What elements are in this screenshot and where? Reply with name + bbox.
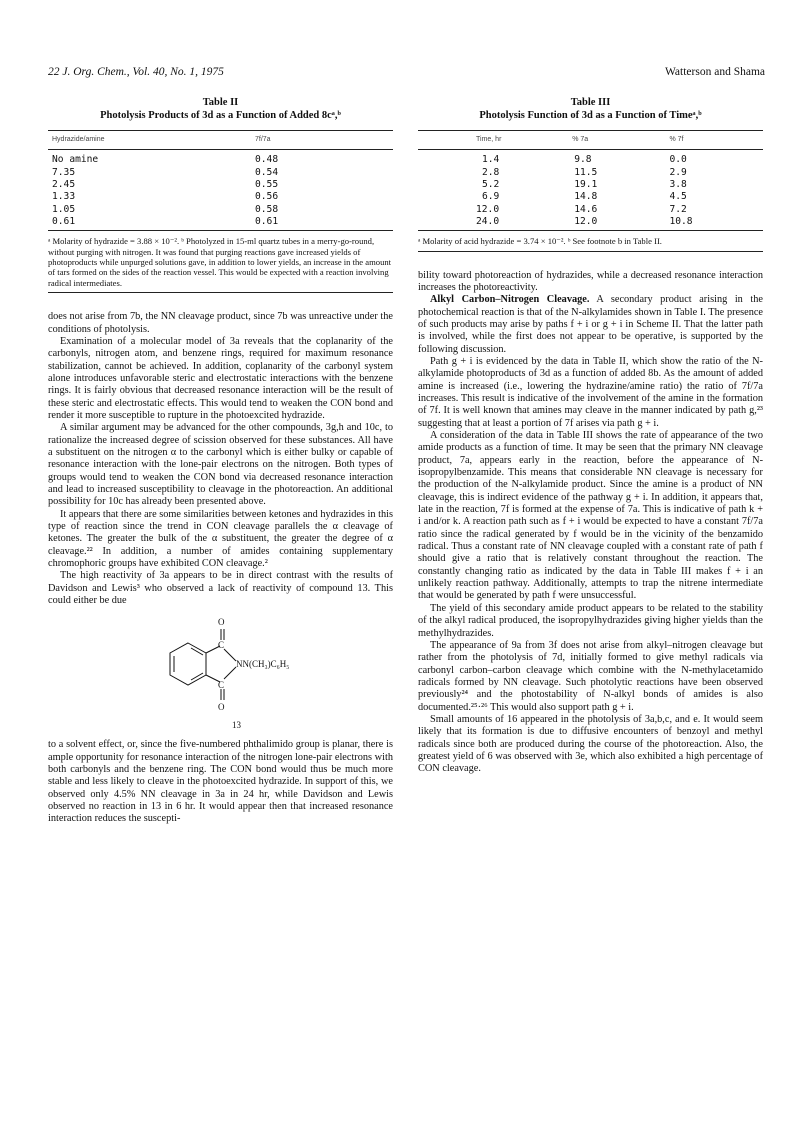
paragraph: Examination of a molecular model of 3a reveals that the coplanarity of the carbonyls, nitrogen atom, and benzene rings, required for maximum resonance stabilization, cannot be achieved. In addition, coplanarity of the carbonyl system alone introduces unfavorable steric and electrostatic interactions with the benzene rings. It is fairly obvious that decreased resonance interaction will be the result of these steric and electrostatic effects. This would tend to weaken the CON bond and render it more susceptible to rupture in the photoexcited hydrazide. (48, 335, 393, 421)
table-row: 1.33 0.56 (52, 191, 279, 203)
paragraph: does not arise from 7b, the NN cleavage product, since 7b was unreactive under the conditions of photolysis. (48, 311, 393, 335)
table-row: 24.0 12.0 10.8 (476, 215, 693, 227)
table3-number: Table III (570, 97, 611, 108)
paragraph: It appears that there are some similarities between ketones and hydrazides in this type of reaction since the trend in CON cleavage parallels the α cleavage of ketones. The greater the bulk of the α substituent, the greater the degree of α cleavage.²² In addition, a number of amides containing supplementary chromophoric groups have exhibited CON cleavage.² (48, 508, 393, 570)
paragraph: Alkyl Carbon–Nitrogen Cleavage. A secondary product arising in the photochemical reaction is that of the N-alkylamides shown in Table I. The presence of such products may arise by paths f + i or g + i in Scheme II. That the latter path is involved, while the first does not appear to be operative, is supported by the following discussion. (418, 294, 763, 355)
paragraph: A consideration of the data in Table III shows the rate of appearance of the two amide products as a function of time. It may be seen that the primary NN cleavage product, 7a, appears early in the reaction, before the appearance of N-isopropylbenzamide. This means that considerable NN cleavage is necessary for the production of the N-alkylamide product. Since the amine is a product of NN cleavage, this is indirect evidence of the pathway g + i. In addition, it appears that, late in the reaction, 7f is formed at the expense of 7a. This is indicative of path k + i and/or k. A reaction path such as f + i would be expected to have a constant 7f/7a ratio since the radical generated by f would be in the vicinity of the benzamido radical. Thus a constant rate of NN cleavage coupled with a constant rate of path f should give a ratio that is relatively constant throughout the reaction. The constantly changing ratio as indicated by the data in Table III makes f + i an unlikely reaction pathway. Additionally, attempts to trap the nitrene intermediate that would be generated by path f were unsuccessful. (418, 430, 763, 602)
table-row: 2.45 0.55 (52, 178, 279, 190)
left-column (48, 97, 393, 826)
paragraph: bility toward photoreaction of hydrazides, while a decreased resonance interaction increases the photoreactivity. (418, 269, 763, 293)
table3-caption (418, 97, 763, 122)
table-row: 1.4 9.8 0.0 (482, 154, 687, 166)
table3-bottom-rule (418, 230, 763, 231)
paragraph: The appearance of 9a from 3f does not arise from alkyl–nitrogen cleavage but rather from the photolysis of 7d, initially formed to give methyl radicals via carbonyl carbon–carbon cleavage which combine with the N-methylacetamido radicals formed by NN cleavage. Such photolytic reactions have been observed previously²⁴ and the photostability of N-alkyl bonds of amides is also documented.²⁵·²⁶ This would also support path g + i. (418, 639, 763, 713)
table3-header-7f: % 7f (659, 131, 763, 150)
table-row: No amine 0.48 (52, 154, 279, 166)
table2-number: Table II (202, 97, 239, 108)
oxygen-top-label: O (218, 617, 225, 628)
table2-caption (48, 97, 393, 122)
phthalimide-structure-drawing (48, 613, 393, 733)
table2-title: Photolysis Products of 3d as a Function of Added 8cᵃ,ᵇ (100, 109, 341, 121)
table-row: 6.9 14.8 4.5 (482, 191, 687, 203)
table2-header-hydrazide: Hydrazide/amine (48, 131, 255, 150)
oxygen-bottom-label: O (218, 702, 225, 713)
section-heading: Alkyl Carbon–Nitrogen Cleavage. (430, 294, 590, 306)
table3-title: Photolysis Function of 3d as a Function of Timeᵃ,ᵇ (479, 109, 702, 121)
table3 (418, 130, 763, 228)
paragraph: Path g + i is evidenced by the data in Table II, which show the ratio of the N-alkylamide photoproducts of 3d as a function of added 8b. As the amount of added amine is increased (i.e., lowering the hydrazine/amine ratio) the ratio of 7f/7a increases. This result is indicative of the involvement of the amine in the formation of 7f. It is well known that amines may cleave in the manner indicated by path g,²³ suggesting that at least a portion of 7f arises via path g + i. (418, 355, 763, 429)
table3-footnote: ᵃ Molarity of acid hydrazide = 3.74 × 10⁻². ᵇ See footnote b in Table II. (418, 236, 662, 247)
compound-number: 13 (232, 720, 241, 731)
running-header-left: 22 J. Org. Chem., Vol. 40, No. 1, 1975 (48, 66, 224, 78)
table-row: 1.05 0.58 (52, 203, 279, 215)
paragraph: A similar argument may be advanced for the other compounds, 3g,h and 10c, to rationalize the increased degree of scission observed for these substances. All have a substituent on the nitrogen α to the carbonyl which is either bulky or capable of resonance interaction with the lone-pair electrons on the nitrogen. Both types of groups would tend to weaken the CON bond via decreased resonance interaction and lead to increased susceptibility to cleavage in the photoreaction. An additional possibility for 10c has already been presented above. (48, 422, 393, 508)
table2 (48, 130, 393, 228)
table2-footnote: ᵃ Molarity of hydrazide = 3.88 × 10⁻². ᵇ Photolyzed in 15-ml quartz tubes in a merry-go-round, without purging with nitrogen. It was found that purging reactions gave increased yields of photoproducts while unpurged solutions gave, in addition to lower yields, an increase in the amount of tars formed on the sides of the reaction vessel. This would be expected with a reaction involving radical intermediates. (48, 236, 392, 288)
running-header-right: Watterson and Shama (665, 66, 765, 78)
table-row: 2.8 11.5 2.9 (482, 166, 687, 178)
paragraph: to a solvent effect, or, since the five-numbered phthalimido group is planar, there is ample opportunity for resonance interaction of the nitrogen lone-pair electrons with both carbonyls and the benzene ring. The CON bond would thus be much more stable and less likely to cleave in the photoexcited hydrazide. In support of this, we observed only 4.5% NN cleavage in 3a in 24 hr, while Davidson and Lewis observed no reaction in 13 in 6 hr. It would appear then that increased resonance interaction reduces the suscepti- (48, 739, 393, 825)
table-row: 5.2 19.1 3.8 (482, 178, 687, 190)
footnote-rule (418, 251, 763, 252)
carbon-bottom-label: C (218, 680, 225, 691)
table-row: 12.0 14.6 7.2 (476, 203, 687, 215)
footnote-rule (48, 292, 393, 293)
right-column (418, 97, 763, 776)
carbon-top-label: C (218, 640, 225, 651)
paragraph: The yield of this secondary amide product appears to be related to the stability of the alkyl radical produced, the isopropylhydrazides giving higher yields than the methylhydrazides. (418, 602, 763, 639)
table3-header-7a: % 7a (542, 131, 659, 150)
table-row: 7.35 0.54 (52, 166, 279, 178)
paragraph: The high reactivity of 3a appears to be in direct contrast with the results of Davidson and Lewis³ who observed a lack of reactivity of compound 13. This could either be due (48, 570, 393, 607)
table3-header-time: Time, hr (418, 131, 542, 150)
compound-13-structure (48, 613, 393, 733)
table-row: 0.61 0.61 (52, 215, 279, 227)
table2-bottom-rule (48, 230, 393, 231)
table2-header-ratio: 7f/7a (255, 131, 393, 150)
paragraph: Small amounts of 16 appeared in the photolysis of 3a,b,c, and e. It would seem likely that its formation is due to diffusive encounters of benzoyl and methyl radicals since both are produced during the course of the photoreaction. Also, the greatest yield of 6 was observed with 3e, which also exhibited a high percentage of CON cleavage. (418, 713, 763, 775)
substituent-label: NN(CH₃)C₆H₅ (236, 659, 290, 670)
